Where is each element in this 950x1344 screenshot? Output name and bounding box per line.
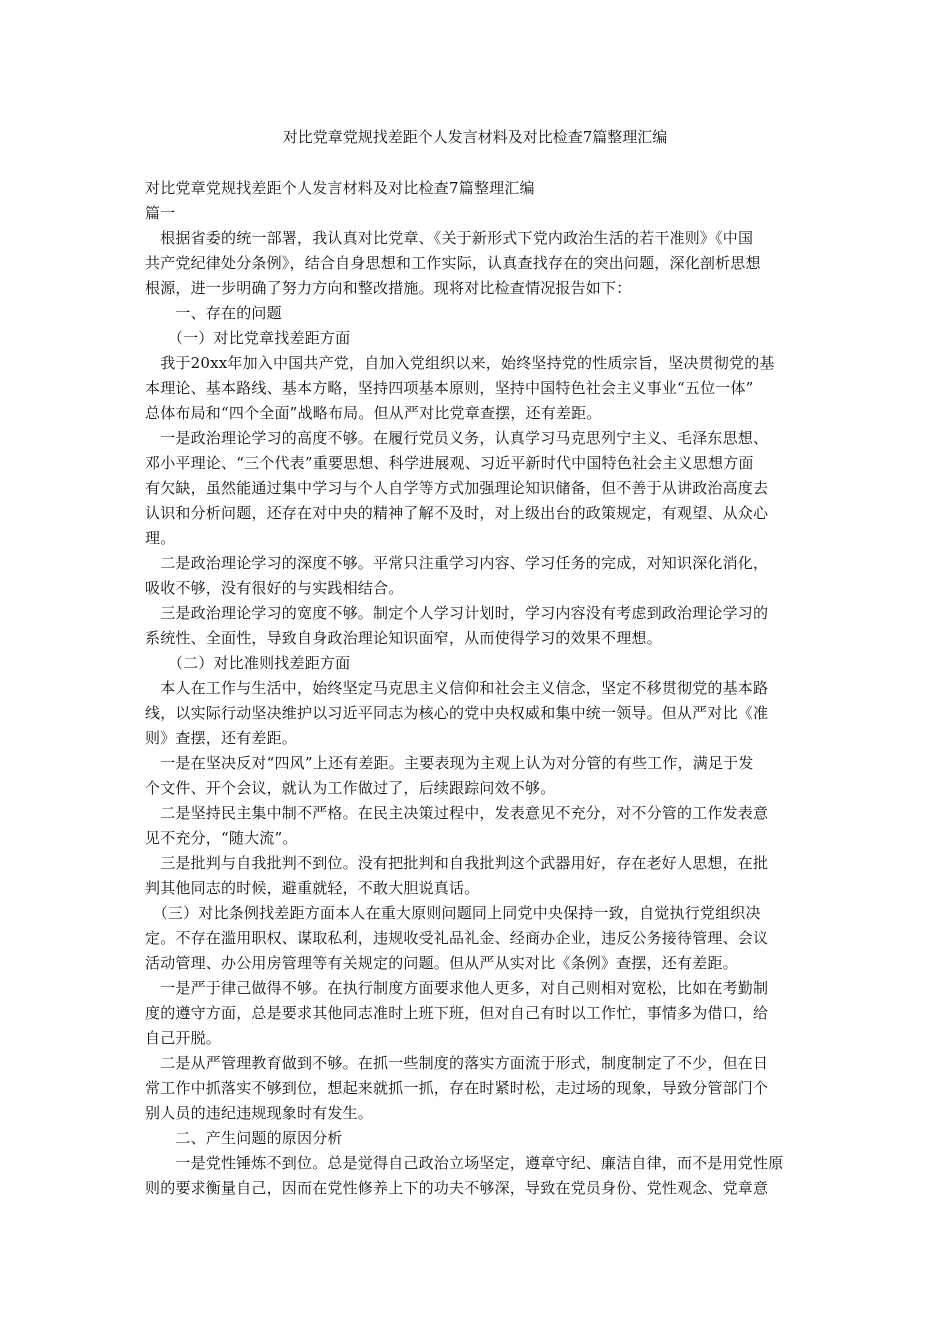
text-line: 线，以实际行动坚决维护以习近平同志为核心的党中央权威和集中统一领导。但从严对比《准 <box>145 704 769 722</box>
text-line: 则》查摆，还有差距。 <box>145 729 298 747</box>
text-line: 总体布局和“四个全面”战略布局。但从严对比党章查摆，还有差距。 <box>145 404 602 422</box>
text-line: 三是批判与自我批判不到位。没有把批判和自我批判这个武器用好，存在老好人思想，在批 <box>145 854 769 872</box>
text-line: 则的要求衡量自己，因而在党性修养上下的功夫不够深，导致在党员身份、党性观念、党章意 <box>145 1179 769 1197</box>
text-line: 二是从严管理教育做到不够。在抓一些制度的落实方面流于形式，制度制定了不少，但在日 <box>145 1054 769 1072</box>
text-line: 我于20xx年加入中国共产党，自加入党组织以来，始终坚持党的性质宗旨，坚决贯彻党的基 <box>145 354 775 372</box>
document-title: 对比党章党规找差距个人发言材料及对比检查7篇整理汇编 <box>282 128 668 146</box>
text-line: 别人员的违纪违规现象时有发生。 <box>145 1104 374 1122</box>
text-line: 对比党章党规找差距个人发言材料及对比检查7篇整理汇编 <box>145 179 535 197</box>
text-line: 常工作中抓落实不够到位，想起来就抓一抓，存在时紧时松，走过场的现象，导致分管部门个 <box>145 1079 769 1097</box>
text-line: 个文件、开个会议，就认为工作做过了，后续跟踪问效不够。 <box>145 779 556 797</box>
text-line: 三是政治理论学习的宽度不够。制定个人学习计划时，学习内容没有考虑到政治理论学习的 <box>145 604 769 622</box>
text-line: 二、产生问题的原因分析 <box>145 1129 343 1147</box>
text-line: 根源，进一步明确了努力方向和整改措施。现将对比检查情况报告如下： <box>145 279 632 297</box>
text-line: 一是严于律己做得不够。在执行制度方面要求他人更多，对自己则相对宽松，比如在考勤制 <box>145 979 769 997</box>
text-line: 篇一 <box>145 204 176 222</box>
text-line: 认识和分析问题，还存在对中央的精神了解不及时，对上级出台的政策规定，有观望、从众心 <box>145 504 769 522</box>
text-line: 邓小平理论、“三个代表”重要思想、科学进展观、习近平新时代中国特色社会主义思想方面 <box>145 454 754 472</box>
text-line: 一、存在的问题 <box>145 304 282 322</box>
text-line: 一是政治理论学习的高度不够。在履行党员义务，认真学习马克思列宁主义、毛泽东思想、 <box>145 429 769 447</box>
text-line: 活动管理、办公用房管理等有关规定的问题。但从严从实对比《条例》查摆，还有差距。 <box>145 954 738 972</box>
text-line: 一是党性锤炼不到位。总是觉得自己政治立场坚定，遵章守纪、廉洁自律，而不是用党性原 <box>145 1154 784 1172</box>
text-line: 一是在坚决反对“四风”上还有差距。主要表现为主观上认为对分管的有些工作，满足于发 <box>145 754 754 772</box>
text-line: 理。 <box>145 529 176 547</box>
text-line: 本人在工作与生活中，始终坚定马克思主义信仰和社会主义信念，坚定不移贯彻党的基本路 <box>145 679 769 697</box>
text-line: 有欠缺，虽然能通过集中学习与个人自学等方式加强理论知识储备，但不善于从讲政治高度去 <box>145 479 769 497</box>
document-body <box>145 176 810 1201</box>
text-line: 度的遵守方面，总是要求其他同志准时上班下班，但对自己有时以工作忙，事情多为借口，给 <box>145 1004 769 1022</box>
text-line: （三）对比条例找差距方面本人在重大原则问题同上同党中央保持一致，自觉执行党组织决 <box>145 904 761 922</box>
text-line: 系统性、全面性，导致自身政治理论知识面窄，从而使得学习的效果不理想。 <box>145 629 662 647</box>
text-line: 自己开脱。 <box>145 1029 222 1047</box>
text-line: 二是政治理论学习的深度不够。平常只注重学习内容、学习任务的完成，对知识深化消化， <box>145 554 769 572</box>
text-line: 二是坚持民主集中制不严格。在民主决策过程中，发表意见不充分，对不分管的工作发表意 <box>145 804 769 822</box>
text-line: （二）对比准则找差距方面 <box>145 654 351 672</box>
text-line: 定。不存在滥用职权、谋取私利，违规收受礼品礼金、经商办企业，违反公务接待管理、会议 <box>145 929 769 947</box>
text-line: 共产党纪律处分条例》，结合自身思想和工作实际，认真查找存在的突出问题，深化剖析思想 <box>145 254 761 272</box>
text-line: 吸收不够，没有很好的与实践相结合。 <box>145 579 404 597</box>
text-line: 见不充分，“随大流”。 <box>145 829 298 847</box>
text-line: 本理论、基本路线、基本方略，坚持四项基本原则，坚持中国特色社会主义事业“五位一体” <box>145 379 754 397</box>
text-line: （一）对比党章找差距方面 <box>145 329 351 347</box>
text-line: 根据省委的统一部署，我认真对比党章、《关于新形式下党内政治生活的若干准则》《中国 <box>145 229 754 247</box>
text-line: 判其他同志的时候，避重就轻，不敢大胆说真话。 <box>145 879 480 897</box>
